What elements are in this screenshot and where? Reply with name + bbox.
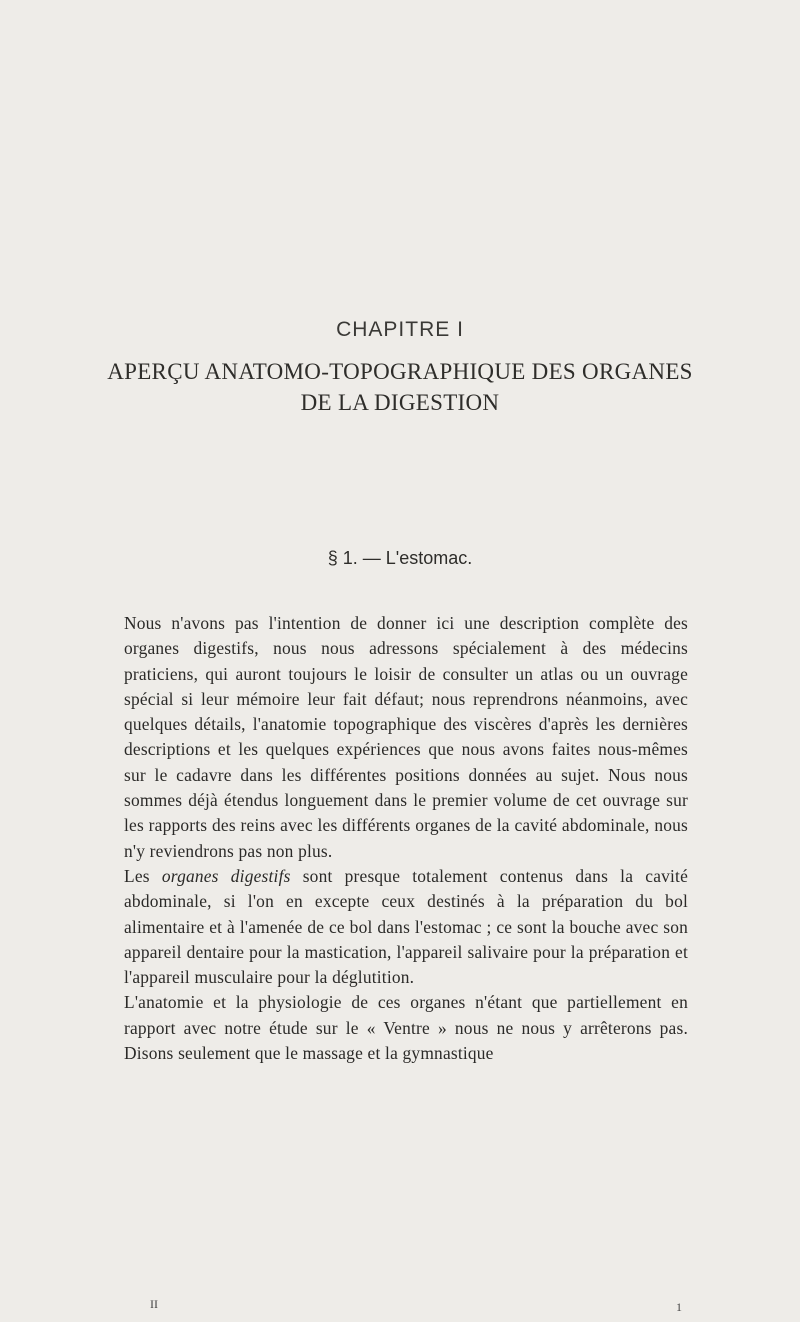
chapter-title bbox=[60, 356, 740, 418]
paragraph-2-start: Les bbox=[124, 865, 162, 886]
paragraph-2 bbox=[124, 864, 688, 990]
chapter-title-line-2: DE LA DIGESTION bbox=[300, 390, 500, 415]
section-heading: § 1. — L'estomac. bbox=[327, 548, 473, 568]
paragraph-2-rest: sont presque totalement contenus dans la cavité abdominale, si l'on en excepte ceux destinés à la préparation du bol alimentaire et à l'amenée de ce bol dans l'estomac ; ce sont la bouche avec son appareil dentaire pour la mastication, l'appareil salivaire pour la préparation et l'appareil musculaire pour la déglutition. bbox=[124, 865, 688, 988]
paragraph-3: L'anatomie et la physiologie de ces organes n'étant que partiellement en rapport avec notre étude sur le « Ventre » nous ne nous y arrêterons pas. Disons seulement que le massage et la gymnastique bbox=[124, 992, 688, 1064]
paragraph-2-emphasis: organes digestifs bbox=[161, 865, 291, 886]
page-number: 1 bbox=[676, 1300, 682, 1314]
signature-mark: II bbox=[150, 1297, 158, 1311]
body-text bbox=[124, 611, 688, 1066]
chapter-title-line-1: APERÇU ANATOMO-TOPOGRAPHIQUE DES ORGANES bbox=[107, 359, 693, 384]
paragraph-1: Nous n'avons pas l'intention de donner ici une description complète des organes digestifs, nous nous adressons spécialement à des médecins praticiens, qui auront toujours le loisir de consulter un atlas ou un ouvrage spécial si leur mémoire leur fait défaut; nous reprendrons néanmoins, avec quelques détails, l'anatomie topographique des viscères d'après les dernières descriptions et les quelques expériences que nous avons faites nous-mêmes sur le cadavre dans les différentes positions données au sujet. Nous nous sommes déjà étendus longuement dans le premier volume de cet ouvrage sur les rapports des reins avec les différents organes de la cavité abdominale, nous n'y reviendrons pas non plus. bbox=[124, 613, 688, 861]
chapter-label: CHAPITRE I bbox=[336, 318, 464, 341]
